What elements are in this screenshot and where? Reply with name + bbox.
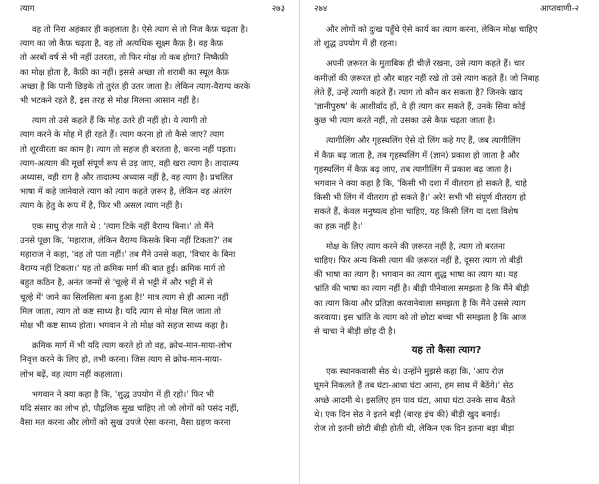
text-line: तो शुद्ध उपयोग में ही रहना।: [314, 38, 398, 49]
text-line: लोभ बढ़ें, वह त्याग नहीं कहलाता।: [20, 368, 123, 379]
text-line: तो अरबों वर्ष से भी नहीं उतरता, तो फिर मोक्ष तो कब होगा? निष्कैफ़ी: [20, 52, 229, 63]
text-line: वह तो निरा अहंकार ही कहलाता है। ऐसे त्याग से तो निज कैफ़ चढ़ता है।: [32, 24, 249, 34]
text-line: उनसे पूछा कि, 'महाराज, लेकिन वैराग्य किसके बिना नहीं टिकता?' तब: [20, 234, 233, 245]
text-line: तो शूरवीरता का काम है। त्याग तो सहज ही बरतता है, करना नहीं पड़ता।: [20, 143, 237, 154]
text-line: क्रमिक मार्ग में भी यदि त्याग करते हो तो वह, क्रोध-मान-माया-लोभ: [32, 340, 232, 351]
right-running-title: आप्तवाणी-२: [540, 4, 579, 14]
text-line: निवृत्त करने के लिए हो, तभी करना। जिस त्याग से क्रोध-मान-माया-: [20, 354, 222, 365]
left-page-number: २७३: [271, 4, 285, 14]
text-line: किसी भी लिंग में वीतराग हो सकते हैं।' अरे! सभी भी संपूर्ण वीतराग हो: [314, 192, 526, 203]
right-body-after: [314, 364, 579, 435]
text-line: घूमने निकलते हैं तब घंटा-आधा घंटा आना, हम साथ में बैठेंगे।' सेठ: [314, 380, 514, 391]
paragraph: [314, 364, 579, 435]
text-line: चूल्हे में' जाने का सिलसिला बना हुआ है!' मात्र त्याग से ही आत्मा नहीं: [20, 291, 229, 302]
text-line: त्याग का जो कैफ़ चढ़ता है, वह तो अत्यधिक सूक्ष्म कैफ़ है। वह कैफ़: [20, 38, 224, 49]
text-line: कुछ भी त्याग करते नहीं, तो उसका उसे कैफ़ चढ़ता जाता है।: [314, 115, 496, 126]
paragraph: [314, 133, 579, 232]
paragraph: [20, 219, 285, 333]
text-line: यदि संसार का लोभ हो, पौद्गलिक सुख चाहिए तो जो लोगों को पसंद नहीं,: [20, 403, 239, 414]
text-line: भगवान ने क्या कहा है कि, 'शुद्ध उपयोग में ही रहो।' फिर भी: [32, 388, 214, 399]
text-line: त्याग करने के मोह में ही रहते हैं। त्याग करना हो तो कैसे जाए? त्याग: [20, 129, 225, 140]
text-line: अच्छा है कि पानी छिड़के तो तुरंत ही उतर जाता है। लेकिन त्याग-वैराग्य करके: [20, 80, 251, 91]
right-page: [300, 0, 599, 484]
text-line: करवाया। इस भ्रांति के त्याग को तो छोटा बच्चा भी समझता है कि आज: [314, 311, 527, 322]
section-heading: यह तो कैसा त्याग?: [411, 345, 482, 357]
text-line: त्याग तो उसे कहते हैं कि मोह उतरे ही नहीं हो। ये त्यागी तो: [32, 115, 207, 126]
text-line: रोज तो इतनी छोटी बीड़ी होती थी, लेकिन एक दिन इतना बड़ा बीड़ा: [314, 423, 515, 434]
text-line: वैराग्य नहीं टिकता।' यह तो क्रमिक मार्ग की बात हुई। क्रमिक मार्ग तो: [20, 263, 226, 274]
text-line: मोक्ष के लिए त्याग करने की ज़रूरत नहीं है, त्याग तो बरतना: [326, 240, 505, 251]
text-line: महाराज ने कहा, 'वह तो पता नहीं।' तब मैंने उनसे कहा, 'विचार के बिना: [20, 249, 236, 260]
paragraph: [314, 22, 579, 50]
text-line: एक साधु रोज़ गाते थे : 'त्याग टिके नहीं वैराग्य बिना।' तो मैंने: [32, 220, 214, 231]
paragraph: [314, 239, 579, 338]
text-line: थे। एक दिन सेठ ने इतने बड़ी (बारह इंच की) बीड़ी खुद बनाई।: [314, 408, 501, 419]
text-line: का त्याग किया और प्रतिज्ञा करवानेवाला समझता है कि मैंने उससे त्याग: [314, 297, 526, 308]
text-line: भी भटकने रहते हैं, इस तरह से मोक्ष मिलना आसान नहीं है।: [20, 95, 200, 106]
paragraph: [20, 338, 285, 381]
text-line: कमीज़ों की ज़रूरत हो और बाहर नहीं रखे तो उसे त्याग कहते हैं। जो निबाह: [314, 72, 539, 83]
text-line: भाषा में कहे जानेवाले त्याग को त्याग कहते ज़रूर है, लेकिन वह अंतरंग: [20, 186, 232, 197]
text-line: त्याग के हेतु के रूप में है, फिर भी असल त्याग नहीं है।: [20, 200, 183, 211]
right-body-before: [314, 22, 579, 338]
text-line: से चाचा ने बीड़ी छोड़ दी है।: [314, 326, 396, 337]
text-line: अध्यास, वही राग है और तादात्म्य अध्यास नहीं है, वह त्याग है। प्रचलित: [20, 172, 233, 183]
text-line: बहुत कठिन है, अनंत जन्मों से 'चूल्हे में से भट्टी में और भट्टी में से: [20, 277, 213, 288]
left-body-text: [20, 22, 285, 429]
text-line: का हक़ नहीं है।': [314, 220, 363, 231]
text-line: अपनी ज़रूरत के मुताबिक ही चीज़ें रखना, उसे त्याग कहते हैं। चार: [326, 58, 525, 69]
left-page: [0, 0, 299, 484]
text-line: त्यागीलिंग और गृहस्थलिंग ऐसे दो लिंग कहे गए हैं, जब त्यागीलिंग: [326, 135, 521, 146]
text-line: की भाषा का त्याग है। भगवान का त्याग शुद्ध भाषा का त्याग था। यह: [314, 269, 518, 280]
text-line: लेते हैं, उन्हें त्यागी कहते हैं। त्याग तो कौन कर सकता है? जिनके खाद: [314, 86, 523, 97]
text-line: में कैफ़ बढ़ जाता है, तब गृहस्थलिंग में (ज्ञान) प्रकाश हो जाता है और: [314, 149, 520, 160]
left-running-title: त्याग: [20, 4, 35, 14]
text-line: और लोगों को दुःख पहुँचे ऐसे कार्य का त्याग करना, लेकिन मोक्ष चाहिए: [326, 24, 538, 34]
text-line: अच्छे आदमी थे। इसलिए हम पाव घंटा, आधा घंटा उनके साथ बैठते: [314, 394, 516, 405]
text-line: वैसा मत करना और लोगों को सुख उपजे ऐसा करना, वैसा ग्रहण करना: [20, 417, 231, 428]
text-line: चाहिए। फिर अन्य किसी त्याग की ज़रूरत नहीं है, दूसरा त्याग तो बीड़ी: [314, 255, 523, 266]
right-page-number: २७४: [314, 4, 328, 14]
paragraph: [20, 387, 285, 430]
text-line: भगवान ने क्या कहा है कि, 'किसी भी दशा में वीतराग हो सकते हैं, चाहे: [314, 178, 527, 189]
text-line: त्याग-अत्याग की मूर्छा संपूर्ण रूप से उड़ जाए, वही खरा त्याग है। तादात्म्य: [20, 157, 239, 168]
text-line: एक स्थानकवासी सेठ थे। उन्होंने मुझसे कहा कि, 'आप रोज़: [326, 366, 504, 377]
text-line: गृहस्थलिंग में कैफ़ बढ़ जाए, तब त्यागीलिंग में प्रकाश बढ़ जाता है।: [314, 163, 512, 174]
left-running-head: [20, 2, 285, 16]
text-line: भ्रांति की भाषा का त्याग नहीं है। बीड़ी पीनेवाला समझता है कि मैंने बीड़ी: [314, 283, 530, 294]
text-line: मिल जाता, त्याग तो कष्ट साध्य है। यदि त्याग से मोक्ष मिल जाता तो: [20, 305, 221, 316]
text-line: 'ज्ञानीपुरुष' के आशीर्वाद हों, वे ही त्याग कर सकते हैं, उनके सिवा कोई: [314, 101, 526, 112]
paragraph: [314, 56, 579, 127]
text-line: का मोक्ष होता है, कैफ़ी का नहीं। इससे अच्छा तो शराबी का स्थूल कैफ़: [20, 66, 229, 77]
text-line: मोक्ष भी कष्ट साध्य होता। भगवान ने तो मोक्ष को सहज साध्य कहा है।: [20, 320, 229, 331]
paragraph: [20, 22, 285, 107]
text-line: सकते हैं, केवल मनुष्यत्व होना चाहिए, यह किसी लिंग या दशा विशेष: [314, 206, 519, 217]
paragraph: [20, 113, 285, 212]
right-running-head: [314, 2, 579, 16]
